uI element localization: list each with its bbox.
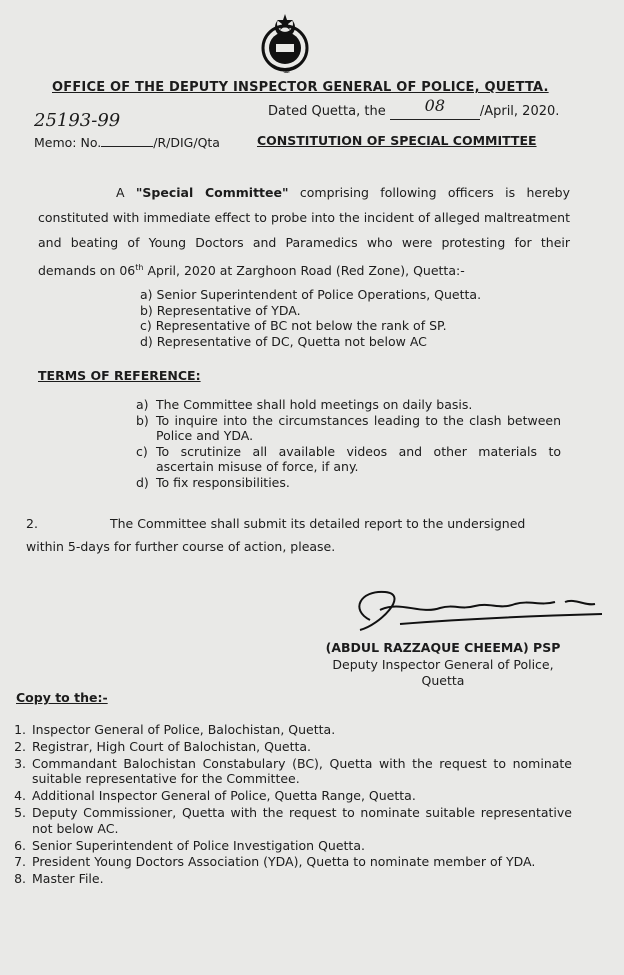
office-title: OFFICE OF THE DEPUTY INSPECTOR GENERAL OF POLICE, QUETTA.: [52, 80, 549, 95]
committee-name: "Special Committee": [135, 185, 289, 200]
list-item: a) The Committee shall hold meetings on daily basis.: [136, 397, 473, 412]
copy-to-heading: Copy to the:-: [16, 690, 108, 705]
signatory-name: (ABDUL RAZZAQUE CHEEMA) PSP: [325, 640, 561, 655]
committee-member-list: [140, 287, 481, 349]
signatory-place: Quetta: [421, 673, 465, 688]
paragraph-2: [26, 512, 562, 558]
signatory-block: [312, 640, 574, 690]
list-item: 2. Registrar, High Court of Balochistan, Quetta.: [14, 738, 312, 754]
memo-suffix: /R/DIG/Qta: [153, 135, 220, 150]
list-item: 6. Senior Superintendent of Police Investigation Quetta.: [14, 837, 365, 853]
signatory-designation: Deputy Inspector General of Police,: [332, 656, 554, 672]
list-item: 3. Commandant Balochistan Constabulary (BC), Quetta with the request to nominate suitable representative for the Committee.: [14, 755, 572, 787]
paragraph-number: 2.: [26, 516, 38, 531]
memo-prefix: Memo: No.: [34, 135, 102, 150]
list-item: 8. Master File.: [14, 871, 104, 887]
list-item: 1. Inspector General of Police, Balochistan, Quetta.: [14, 722, 336, 737]
intro-paragraph: [38, 180, 570, 283]
terms-of-reference-list: [136, 397, 561, 490]
dated-day: 08: [424, 96, 445, 115]
date-line: [268, 96, 560, 120]
list-item: c) To scrutinize all available videos and other materials to ascertain misuse of force, if any.: [136, 443, 561, 474]
dated-suffix: /April, 2020.: [479, 104, 560, 119]
memo-number: [34, 135, 220, 150]
police-emblem-icon: [256, 10, 314, 76]
intro-text-3: April, 2020 at Zarghoon Road (Red Zone), Quetta:-: [143, 263, 465, 279]
intro-text-2: comprising following officers is hereby constituted with immediate effect to probe into the incident of alleged maltreatment and beating of Young Doctors and Paramedics who were protesting for their demands on 06: [38, 185, 570, 279]
date-suffix-sup: th: [135, 263, 144, 272]
signature-icon: [340, 580, 610, 640]
handwritten-reference-number: 25193-99: [34, 110, 121, 131]
list-item: d) Representative of DC, Quetta not below AC: [140, 333, 427, 349]
svg-text:ﷲ: ﷲ: [283, 69, 287, 75]
list-item: 7. President Young Doctors Association (YDA), Quetta to nominate member of YDA.: [14, 854, 536, 870]
list-item: d) To fix responsibilities.: [136, 474, 290, 490]
terms-of-reference-heading: TERMS OF REFERENCE:: [38, 368, 201, 383]
paragraph-2-text: The Committee shall submit its detailed report to the undersigned within 5-days for further course of action, please.: [26, 516, 526, 554]
list-item: 5. Deputy Commissioner, Quetta with the request to nominate suitable representative not below AC.: [14, 804, 572, 836]
date-blank: [390, 96, 480, 120]
list-item: 4. Additional Inspector General of Police, Quetta Range, Quetta.: [14, 788, 416, 804]
copy-to-list: [4, 722, 572, 888]
intro-text-1: A: [116, 185, 136, 200]
list-item: a) Senior Superintendent of Police Operations, Quetta.: [140, 287, 482, 302]
list-item: c) Representative of BC not below the rank of SP.: [140, 318, 447, 333]
dated-prefix: Dated Quetta, the: [268, 104, 386, 119]
memo-blank: [101, 146, 153, 147]
list-item: b) To inquire into the circumstances leading to the clash between Police and YDA.: [136, 412, 561, 443]
subject-heading: CONSTITUTION OF SPECIAL COMMITTEE: [257, 133, 537, 148]
list-item: b) Representative of YDA.: [140, 302, 301, 318]
